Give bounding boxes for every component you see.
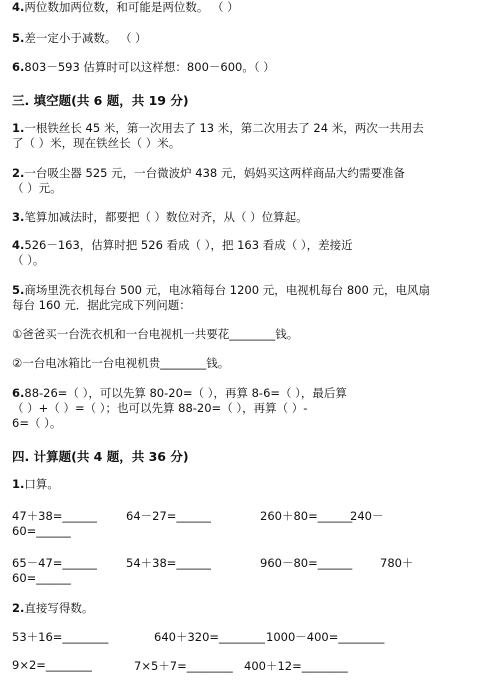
fill-item-2-line-2: （ ）元。 xyxy=(12,181,62,195)
fill-item-5-sub-1: ①爸爸买一台洗衣机和一台电视机一共要花________钱。 xyxy=(12,327,299,341)
oral-problem: 240－ xyxy=(350,509,384,523)
fill-item-5-line-1 xyxy=(12,283,430,297)
fill-item-1-line-2: 了（ ）米，现在铁丝长（ ）米。 xyxy=(12,136,181,150)
item-text: 商场里洗衣机每台 500 元，电冰箱每台 1200 元，电视机每台 800 元，电风扇 xyxy=(24,283,430,297)
oral-problem: 47＋38=______ xyxy=(12,509,97,523)
direct-problem: 7×5＋7=________ xyxy=(134,659,233,673)
oral-problem: 65－47=______ xyxy=(12,556,97,570)
item-number: 4. xyxy=(12,238,25,252)
calc-item-2-title xyxy=(12,601,93,615)
oral-problem-wrap: 60=______ xyxy=(12,524,71,538)
fill-item-6-line-1 xyxy=(12,386,347,400)
item-text: 526－163，估算时把 526 看成（ ），把 163 看成（ ），差接近 xyxy=(24,238,353,252)
item-number: 1. xyxy=(12,477,25,491)
fill-item-1-line-1 xyxy=(12,121,424,135)
direct-calc-row-2 xyxy=(12,658,482,672)
oral-problem: 780＋ xyxy=(380,556,414,570)
calc-item-1-title xyxy=(12,477,59,491)
fill-item-6-line-3: 6=（ ）。 xyxy=(12,416,62,430)
fill-item-3 xyxy=(12,210,308,224)
oral-problem: 64－27=______ xyxy=(126,509,211,523)
direct-problem: 400＋12=________ xyxy=(244,659,348,673)
section-heading-calc: 四. 计算题(共 4 题，共 36 分) xyxy=(12,449,189,464)
fill-item-6-line-2: （ ）+（ ）=（ ）；也可以先算 88-20=（ ），再算（ ）- xyxy=(12,401,308,415)
item-number: 6. xyxy=(12,386,25,400)
item-text: 两位数加两位数，和可能是两位数。 （ ） xyxy=(24,0,239,14)
direct-calc-row-1 xyxy=(12,629,482,643)
oral-calc-row-2 xyxy=(12,555,482,569)
item-number: 1. xyxy=(12,121,25,135)
item-text: 直接写得数。 xyxy=(24,601,94,615)
fill-item-5-line-2: 每台 160 元．据此完成下列问题： xyxy=(12,298,191,312)
item-number: 6. xyxy=(12,60,25,74)
section-heading-fill: 三. 填空题(共 6 题，共 19 分) xyxy=(12,93,189,108)
oral-problem: 260＋80=______ xyxy=(260,509,353,523)
item-text: 一台吸尘器 525 元，一台微波炉 438 元，妈妈买这两样商品大约需要准备 xyxy=(24,166,405,180)
item-text: 88-26=（ ），可以先算 80-20=（ ），再算 8-6=（ ），最后算 xyxy=(24,386,347,400)
direct-problem: 640＋320=________ xyxy=(154,630,266,644)
item-text: 口算。 xyxy=(24,477,59,491)
judge-item-6 xyxy=(12,60,275,74)
item-text: 差一定小于减数。 （ ） xyxy=(24,31,147,45)
judge-item-5 xyxy=(12,31,147,45)
item-number: 3. xyxy=(12,210,25,224)
oral-calc-row-1 xyxy=(12,508,482,522)
item-text: 一根铁丝长 45 米，第一次用去了 13 米，第二次用去了 24 米，两次一共用去 xyxy=(24,121,424,135)
item-number: 5. xyxy=(12,31,25,45)
direct-problem: 53＋16=________ xyxy=(12,630,109,644)
item-text: 笔算加减法时，都要把（ ）数位对齐，从（ ）位算起。 xyxy=(24,210,308,224)
item-number: 4. xyxy=(12,0,25,14)
judge-item-4 xyxy=(12,0,239,14)
item-number: 2. xyxy=(12,166,25,180)
oral-problem: 960－80=______ xyxy=(260,556,353,570)
item-text: 803－593 估算时可以这样想：800－600。（ ） xyxy=(24,60,275,74)
fill-item-4-line-2: （ ）。 xyxy=(12,253,45,267)
fill-item-5-sub-2: ②一台电冰箱比一台电视机贵________钱。 xyxy=(12,356,230,370)
item-number: 5. xyxy=(12,283,25,297)
item-number: 2. xyxy=(12,601,25,615)
fill-item-4-line-1 xyxy=(12,238,353,252)
oral-problem: 54＋38=______ xyxy=(126,556,211,570)
direct-problem: 9×2=________ xyxy=(12,658,92,672)
fill-item-2-line-1 xyxy=(12,166,405,180)
oral-problem-wrap: 60=______ xyxy=(12,571,71,585)
direct-problem: 1000－400=________ xyxy=(266,630,385,644)
